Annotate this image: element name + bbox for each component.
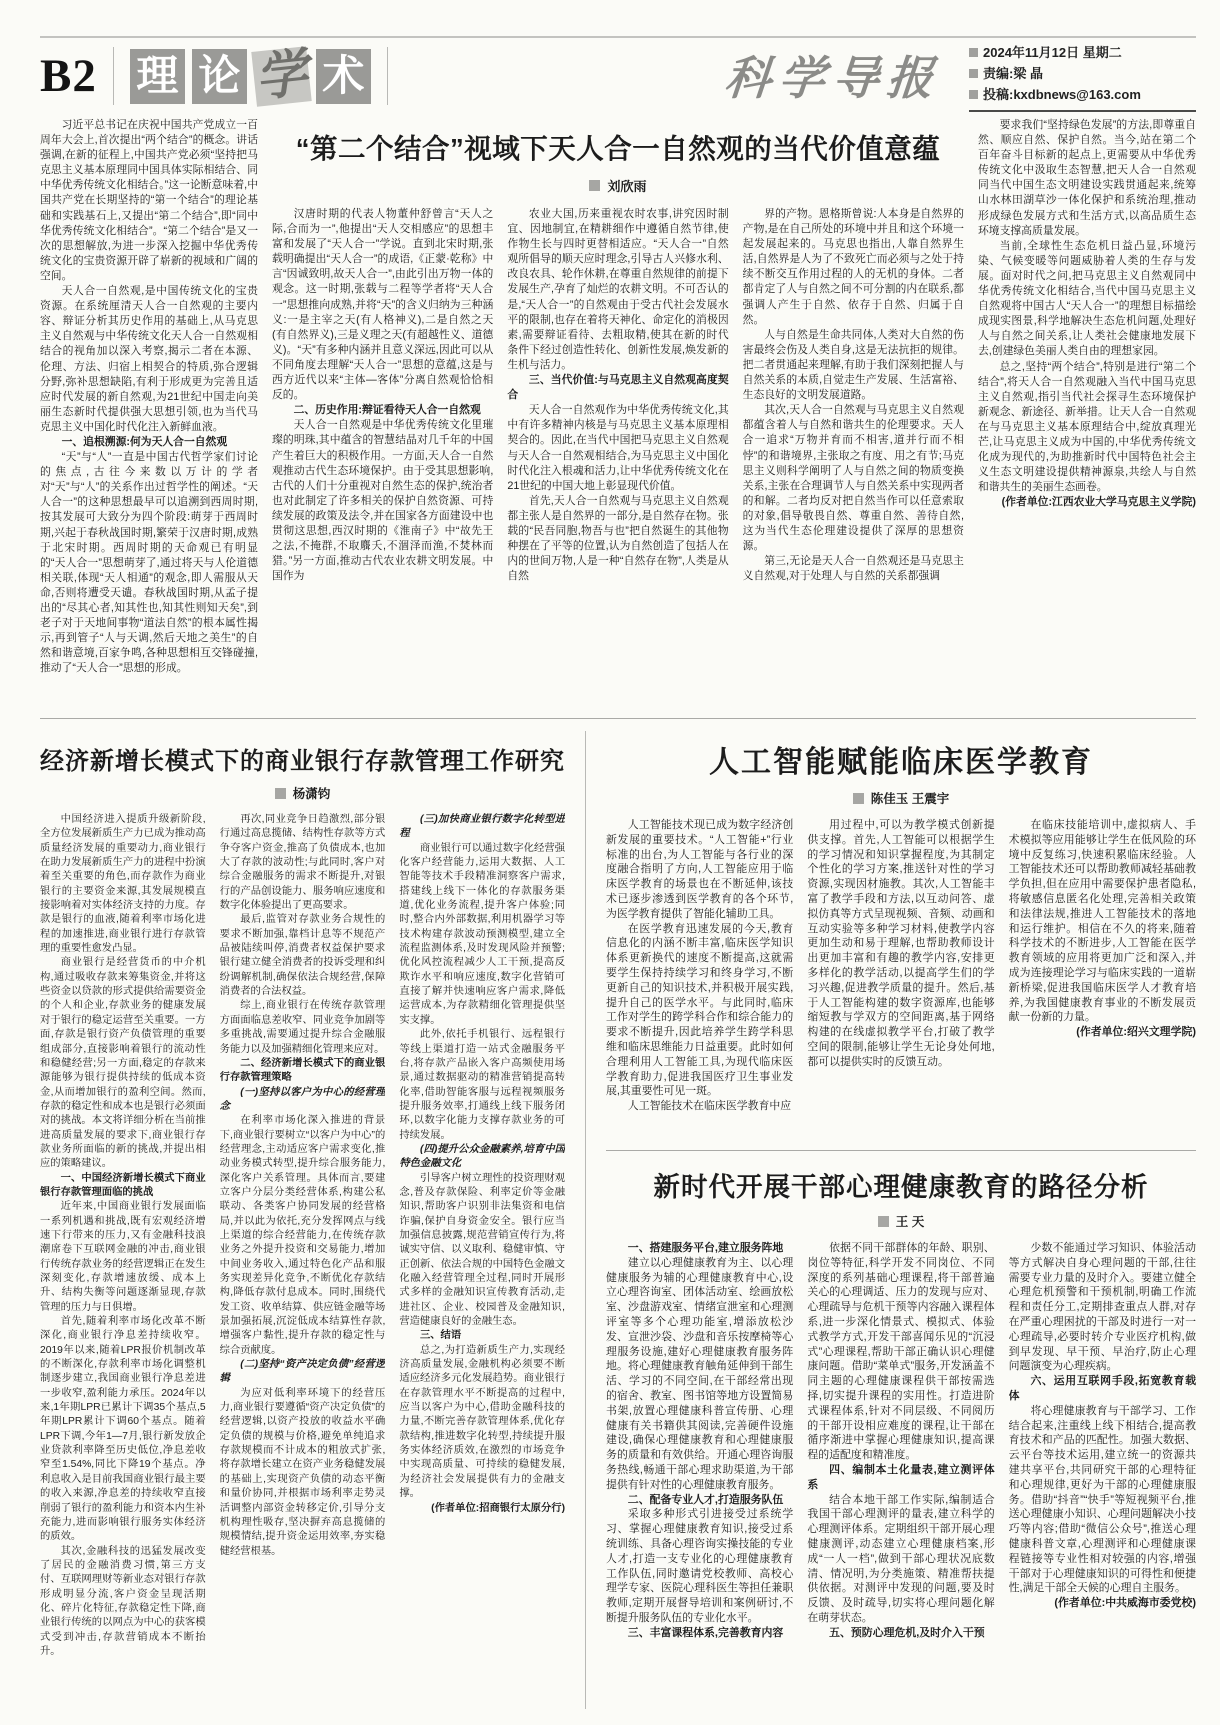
article-paragraph: 天人合一自然观作为中华优秀传统文化,其中有许多精神内核是与马克思主义基本原理相契合的。因此,在当代中国把马克思主义自然观与天人合一自然观相结合,为马克思主义中国化时代化注入根魂和活力,让中华优秀传统文化在21世纪的中国大地上彰显现代价值。 xyxy=(507,404,729,492)
bullet-square-icon xyxy=(969,69,978,78)
ai-article xyxy=(606,737,1196,1140)
article-paragraph: 用过程中,可以为教学模式创新提供支撑。首先,人工智能可以根据学生的学习情况和知识掌握程度,为其制定个性化的学习方案,推送针对性的学习资源,实现因材施教。其次,人工智能丰富了教学手段和方法,以互动问答、虚拟仿真等方式呈现视频、音频、动画和互动实验等多种学习材料,使教学内容更加生动和易于理解,也帮助教师设计出更加丰富和有趣的教学内容,安排更多样化的教学活动,以提高学生们的学习兴趣,促进教学质量的提升。然后,基于人工智能构建的数字资源库,也能够缩短教与学双方的空间距离,基于网络构建的在线虚拟教学平台,打破了教学空间的限制,能够让学生无论身处何地,都可以提供实时的反馈互动。 xyxy=(807,819,995,1068)
article-column xyxy=(606,818,793,1140)
article-paragraph: 其次,金融科技的迅猛发展改变了居民的金融消费习惯,第三方支付、互联网理财等新业态对银行存款形成明显分流,客户资金呈现活期化、碎片化特征,存款稳定性下降,商业银行传统的以网点为中心的获客模式受到冲击,存款营销成本不断抬升。 xyxy=(40,1545,206,1657)
article-paragraph: 界的产物。恩格斯曾说:人本身是自然界的产物,是在自己所处的环境中并且和这个环境一起发展起来的。马克思也指出,人靠自然界生活,自然界是人为了不致死亡而必须与之处于持续不断交互作用过程的人的无机的身体。二者都肯定了人与自然之间不可分割的内在联系,都强调人产生于自然、依存于自然、归属于自然。 xyxy=(742,208,964,326)
article-subhead: 四、编制本土化量表,建立测评体系 xyxy=(807,1463,995,1491)
article-subhead: 二、经济新增长模式下的商业银行存款管理策略 xyxy=(219,1057,386,1084)
article-column xyxy=(40,118,258,700)
publication-editor: 责编:梁 晶 xyxy=(983,66,1043,81)
masthead-divider xyxy=(113,47,114,105)
article-paragraph: 结合本地干部工作实际,编制适合我国干部心理测评的量表,建立科学的心理测评体系。定期组织干部开展心理健康测评,动态建立心理健康档案,形成“一人一档”,做到干部心理状况底数清、情况明,为分类施策、精准帮扶提供依据。对测评中发现的问题,要及时反馈、及时疏导,切实将心理问题化解在萌芽状态。 xyxy=(807,1493,995,1624)
article-column xyxy=(220,813,386,1685)
masthead-left xyxy=(40,44,404,107)
author-affiliation: (作者单位:绍兴文理学院) xyxy=(1076,1026,1196,1039)
article-subhead: 一、搭建服务平台,建立服务阵地 xyxy=(627,1242,784,1254)
article-paragraph: 总之,为打造新质生产力,实现经济高质量发展,金融机构必须要不断适应经济多元化发展趋势。商业银行在存款管理水平不断提高的过程中,应当以客户为中心,借助金融科技的力量,不断完善存款管理体系,优化存款结构,推进数字化转型,持续提升服务实体经济质效,在激烈的市场竞争中实现高质量、可持续的稳健发展,为经济社会发展提供有力的金融支撑。 xyxy=(399,1344,566,1500)
article-paragraph: 首先,天人合一自然观与马克思主义自然观都主张人是自然界的一部分,是自然存在物。张载的“民吾同胞,物吾与也”把自然诞生的其他物种摆在了平等的位置,认为自然创造了包括人在内的世间万物,人是一种“自然存在物”,人类是从自然 xyxy=(507,494,729,583)
article-paragraph: 引导客户树立理性的投资理财观念,普及存款保险、利率定价等金融知识,帮助客户识别非法集资和电信诈骗,保护自身资金安全。银行应当加强信息披露,规范营销宣传行为,将诚实守信、以义取利、稳健审慎、守正创新、依法合规的中国特色金融文化融入经营管理全过程,同时开展形式多样的金融知识宣传教育活动,走进社区、企业、校园普及金融知识,营造健康良好的金融生态。 xyxy=(399,1172,566,1328)
bank-article-byline xyxy=(40,784,565,802)
psychology-article xyxy=(606,1165,1196,1709)
section-char-box: 理 xyxy=(130,49,185,104)
article-paragraph: 近年来,中国商业银行发展面临一系列机遇和挑战,既有宏观经济增速下行带来的压力,又有金融科技浪潮席卷下互联网金融的冲击,商业银行传统存款业务的经营逻辑正在发生深刻变化,存款增速放缓、成本上升、结构失衡等问题逐渐显现,存款管理的压力与日俱增。 xyxy=(40,1201,206,1313)
author-affiliation: (作者单位:中共威海市委党校) xyxy=(1054,1597,1196,1610)
article-paragraph: 为应对低利率环境下的经营压力,商业银行要遵循“资产决定负债”的经营逻辑,以资产投放的收益水平确定负债的规模与价格,避免单纯追求存款规模而不计成本的粗放式扩张,将存款增长建立在资产业务稳健发展的基础上,实现资产负债的动态平衡和量价协同,并根据市场利率走势灵活调整内部资金转移定价,引导分支机构理性吸存,坚决摒弃高息揽储的规模情结,提升资金运用效率,夯实稳健经营根基。 xyxy=(219,1387,386,1557)
article-paragraph: 农业大国,历来重视农时农事,讲究因时制宜、因地制宜,在精耕细作中遵循自然节律,使作物生长与四时更替相适应。“天人合一”自然观所倡导的顺天应时理念,引导古人兴修水利、改良农具、轮作休耕,在尊重自然规律的前提下发展生产,孕育了灿烂的农耕文明。不可否认的是,“天人合一”的自然观由于受古代社会发展水平的限制,也存在着将天神化、命定化的消极因素,需要辩证看待、去粗取精,使其在新的时代条件下经过创造性转化、创新性发展,焕发新的生机与活力。 xyxy=(507,208,729,371)
article-subhead: 二、配备专业人才,打造服务队伍 xyxy=(627,1493,784,1506)
section-char-box: 论 xyxy=(192,49,247,104)
paper-logo: 科学导报 xyxy=(722,53,944,104)
section-char-box: 术 xyxy=(316,49,371,104)
section-char-box-calligraphy: 学 xyxy=(252,44,311,107)
article-paragraph: 采取多种形式引进接受过系统学习、掌握心理健康教育知识,接受过系统训练、具备心理咨询实操技能的专业人才,打造一支专业化的心理健康教育工作队伍,同时邀请党校教师、高校心理学专家、医院心理科医生等担任兼职教师,定期开展督导培训和案例研讨,不断提升服务队伍的专业化水平。 xyxy=(606,1508,794,1624)
article-paragraph: 习近平总书记在庆祝中国共产党成立一百周年大会上,首次提出“两个结合”的概念。讲话强调,在新的征程上,中国共产党必须“坚持把马克思主义基本原理同中国具体实际相结合、同中华优秀传统文化相结合。”这一论断意味着,中国共产党在长期坚持的“第一个结合”的理论基础和实践基石上,又提出“第二个结合”,即“同中华优秀传统文化相结合”。“第二个结合”是又一次的思想解放,为进一步深入挖掘中华优秀传统文化的宝贵资源开辟了崭新的视域和广阔的空间。 xyxy=(40,119,258,282)
author-affiliation: (作者单位:江西农业大学马克思主义学院) xyxy=(1001,496,1196,509)
article-paragraph: 汉唐时期的代表人物董仲舒曾言“天人之际,合而为一”,他提出“天人交相感应”的思想丰富和发展了“天人合一”学说。直到北宋时期,张载明确提出“天人合一”的成语,《正蒙·乾称》中言“因诚致明,故天人合一”,由此引出万物一体的观念。这一时期,张载与二程等学者将“天人合一”思想推向成熟,并将“天”的含义归纳为三种涵义:一是主宰之天(有人格神义),二是自然之天(有自然界义),三是义理之天(有超越性义、道德义)。“天”有多种内涵并且意义深远,因此可以从不同角度去理解“天人合一”思想的意蕴,这是与西方近代以来“主体—客体”分离自然观恰恰相反的。 xyxy=(272,208,494,402)
article-rule xyxy=(606,1150,1196,1151)
article-column xyxy=(807,1241,994,1709)
article-subhead-italic: (一)坚持以客户为中心的经营理念 xyxy=(219,1086,386,1112)
article-subhead: 三、当代价值:与马克思主义自然观高度契合 xyxy=(507,374,729,402)
bullet-square-icon xyxy=(969,90,978,99)
article-paragraph: 总之,坚持“两个结合”,特别是进行“第二个结合”,将天人合一自然观融入当代中国马克思主义自然观,指引当代社会探寻生态环境保护新观念、新途径、新举措。让天人合一自然观在与马克思主义基本原理结合中,绽放真理光芒,让马克思主义成为中国的,中华优秀传统文化成为现代的,为助推新时代中国特色社会主义生态文明建设提供精神源泉,共绘人与自然和谐共生的美丽生态画卷。 xyxy=(978,360,1196,494)
article-column xyxy=(1009,818,1196,1140)
main-article-headline: “第二个结合”视域下天人合一自然观的当代价值意蕴 xyxy=(295,133,941,164)
article-subhead: 二、历史作用:辩证看待天人合一自然观 xyxy=(293,404,481,417)
article-paragraph: 人工智能技术在临床医学教育中应 xyxy=(627,1100,792,1113)
article-paragraph: 将心理健康教育与干部学习、工作结合起来,注重线上线下相结合,提高教育技术和产品的匹配性。加强大数据、云平台等技术运用,建立统一的资源共建共享平台,共同研究干部的心理特征和心理规律,更好为干部的心理健康服务。借助“抖音”“快手”等短视频平台,推送心理健康小知识、心理问题解决小技巧等内容;借助“微信公众号”,推送心理健康科普文章,心理测评和心理健康课程链接等专业性相对较强的内容,增强干部对于心理健康知识的可得性和便捷性,满足干部全天候的心理自主服务。 xyxy=(1008,1404,1196,1595)
main-article-byline xyxy=(272,176,964,195)
bullet-square-icon xyxy=(969,48,978,57)
article-paragraph: 当前,全球性生态危机日益凸显,环境污染、气候变暖等问题威胁着人类的生存与发展。面对时代之问,把马克思主义自然观同中华优秀传统文化相结合,当代中国马克思主义自然观将中国古人“天人合一”的理想目标描绘成现实图景,科学地解决生态危机问题,处理好人与自然之间关系,让人类社会健康地发展下去,创建绿色美丽人类自由的理想家园。 xyxy=(978,239,1196,358)
article-subhead: 六、运用互联网手段,拓宽教育载体 xyxy=(1008,1375,1196,1402)
article-paragraph: 在临床技能培训中,虚拟病人、手术模拟等应用能够让学生在低风险的环境中反复练习,快速积累临床经验。人工智能技术还可以帮助教师减轻基础教学负担,但在应用中需要保护患者隐私,将敏感信息匿名化处理,完善相关政策和法律法规,推进人工智能技术的落地和运行维护。相信在不久的将来,随着科学技术的不断进步,人工智能在医学教育领域的应用将更加广泛和深入,并成为连接理论学习与临床实践的一道崭新桥梁,促进我国临床医学人才教育培养,为我国健康教育事业的不断发展贡献一份新的力量。 xyxy=(1008,819,1196,1024)
article-subhead: 三、结语 xyxy=(419,1330,462,1342)
article-paragraph: 在利率市场化深入推进的背景下,商业银行要树立“以客户为中心”的经营理念,主动适应客户需求变化,推动业务模式转型,提升综合服务能力,深化客户关系管理。具体而言,要建立客户分层分类经营体系,构建公私联动、各类客户协同发展的经营格局,并以此为依托,充分发挥网点与线上渠道的综合经营能力,在传统存款业务之外提升投资和交易能力,增加中间业务收入,通过特色化产品和服务实现差异化竞争,不断优化存款结构,降低存款付息成本。同时,围绕代发工资、收单结算、供应链金融等场景加强拓展,沉淀低成本结算性存款,增强客户黏性,提升存款的稳定性与综合贡献度。 xyxy=(219,1115,386,1356)
page-number: B2 xyxy=(40,50,97,102)
bank-article-headline: 经济新增长模式下的商业银行存款管理工作研究 xyxy=(40,748,565,775)
masthead-divider xyxy=(387,47,388,105)
article-column xyxy=(978,118,1196,700)
article-column xyxy=(399,813,565,1685)
article-column xyxy=(507,207,728,704)
byline-square-icon xyxy=(275,788,286,799)
main-article xyxy=(40,118,1196,704)
article-column xyxy=(807,818,994,1140)
article-paragraph: 商业银行是经营货币的中介机构,通过吸收存款来筹集资金,并将这些资金以贷款的形式提供给需要资金的个人和企业,存款业务的健康发展对于银行的稳定运营至关重要。一方面,存款是银行资产负债管理的重要组成部分,直接影响着银行的流动性和稳健经营;另一方面,稳定的存款来源能够为银行提供持续的低成本资金,从而增加银行的盈利空间。然而,存款的稳定性和成本也是银行必须面对的挑战。本文将详细分析在当前推进高质量发展的要求下,商业银行存款业务所面临的新的挑战,并提出相应的策略建议。 xyxy=(40,957,206,1170)
author-name: 王 天 xyxy=(895,1215,925,1229)
submission-email: 投稿:kxdbnews@163.com xyxy=(983,87,1141,102)
byline-square-icon xyxy=(878,1216,889,1227)
article-paragraph: 第三,无论是天人合一自然观还是马克思主义自然观,对于处理人与自然的关系都强调 xyxy=(742,555,964,583)
section-title xyxy=(130,44,371,107)
vertical-divider xyxy=(585,731,586,1709)
article-paragraph: 再次,同业竞争日趋激烈,部分银行通过高息揽储、结构性存款等方式争夺客户资金,推高了负债成本,也加大了存款的波动性;与此同时,客户对综合金融服务的需求不断提升,对银行的产品创设能力、服务响应速度和数字化体验提出了更高要求。 xyxy=(219,814,386,912)
article-subhead-italic: (三)加快商业银行数字化转型进程 xyxy=(399,814,566,840)
article-subhead: 五、预防心理危机,及时介入干预 xyxy=(829,1626,985,1639)
article-column xyxy=(743,207,964,704)
masthead xyxy=(40,40,1196,112)
article-paragraph: 首先,随着利率市场化改革不断深化,商业银行净息差持续收窄。2019年以来,随着LPR报价机制改革的不断深化,存款利率市场化调整机制逐步建立,我国商业银行净息差进一步收窄,盈利能力承压。2024年以来,1年期LPR已累计下调35个基点,5年期LPR累计下调60个基点。随着LPR下调,今年1—7月,银行新发放企业贷款利率降至历史低位,净息差收窄至1.54%,同比下降19个基点。净利息收入是目前我国商业银行最主要的收入来源,净息差的持续收窄直接削弱了银行的盈利能力和资本内生补充能力,进而影响银行服务实体经济的质效。 xyxy=(40,1316,206,1543)
article-column xyxy=(272,207,493,704)
article-paragraph: 人与自然是生命共同体,人类对大自然的伤害最终会伤及人类自身,这是无法抗拒的规律。把二者贯通起来理解,有助于我们深刻把握人与自然关系的本质,自觉走生产发展、生活富裕、生态良好的文明发展道路。 xyxy=(742,328,964,402)
top-rule xyxy=(40,36,1196,38)
article-paragraph: 天人合一自然观,是中国传统文化的宝贵资源。在系统厘清天人合一自然观的主要内容、辩证分析其历史作用的基础上,从马克思主义自然观与中华传统文化天人合一自然观相结合的视角加以深入考察,揭示二者在本源、伦理、方法、归宿上相契合的特质,弥合逻辑分野,弥补思想缺陷,有利于形成更为完善且适应时代发展的新自然观,为21世纪中国走向美丽生态新时代提供强大思想引领,也为当代马克思主义中国化时代化注入新鲜血液。 xyxy=(40,285,258,433)
publication-date: 2024年11月12日 星期二 xyxy=(983,45,1122,60)
article-paragraph: 依据不同干部群体的年龄、职别、岗位等特征,科学开发不同岗位、不同深度的系列基础心理课程,将干部普遍关心的心理调适、压力的发现与应对、心理疏导与危机干预等内容融入课程体系,进一步深化情景式、模拟式、体验式教学方式,开发干部喜闻乐见的“沉浸式”心理课程,帮助干部正确认识心理健康问题。借助“菜单式”服务,开发涵盖不同主题的心理健康课程供干部按需选择,切实提升课程的实用性。打造进阶式课程体系,针对不同层级、不同阅历的干部开设相应难度的课程,让干部在循序渐进中掌握心理健康知识,提高课程的适配度和精准度。 xyxy=(807,1242,995,1462)
psychology-article-headline: 新时代开展干部心理健康教育的路径分析 xyxy=(653,1172,1149,1202)
article-paragraph: 少数不能通过学习知识、体验活动等方式解决自身心理问题的干部,往往需要专业力量的及时介入。要建立健全心理危机预警和干预机制,明确工作流程和责任分工,定期排查重点人群,对存在严重心理困扰的干部及时进行一对一心理疏导,必要时转介专业医疗机构,做到早发现、早干预、早治疗,防止心理问题演变为心理疾病。 xyxy=(1008,1242,1196,1373)
article-paragraph: “天”与“人”一直是中国古代哲学家们讨论的焦点,古往今来数以万计的学者对“天”与“人”的关系作出过哲学性的阐述。“天人合一”的这种思想最早可以追溯到西周时期,按其发展可大致分为四个阶段:萌芽于西周时期,兴起于春秋战国时期,繁荣于汉唐时期,成熟于北宋时期。西周时期的天命观已有明显的“天人合一”思想萌芽了,通过将天与人伦道德相关联,体现“天人相通”的观念,即人需服从天命,否则将遭受天谴。春秋战国时期,从孟子提出的“尽其心者,知其性也,知其性则知天矣”,到老子对于天地间事物“道法自然”的根本属性揭示,再到管子“人与天调,然后天地之美生”的自然和谐意境,百家争鸣,各种思想相互交锋碰撞,推动了“天人合一”思想的形成。 xyxy=(40,451,258,675)
author-name: 刘欣雨 xyxy=(607,179,647,194)
author-name: 陈佳玉 王震宇 xyxy=(870,792,950,806)
article-paragraph: 商业银行可以通过数字化经营强化客户经营能力,运用大数据、人工智能等技术手段精准洞察客户需求,搭建线上线下一体化的存款服务渠道,优化业务流程,提升客户体验;同时,整合内外部数据,利用机器学习等技术构建存款波动预测模型,建立全流程监测体系,及时发现风险并预警;优化风控流程减少人工干预,提高反欺诈水平和响应速度,数字化营销可直接了解并快速响应客户需求,降低运营成本,为存款精细化管理提供坚实支撑。 xyxy=(399,842,566,1026)
byline-square-icon xyxy=(853,793,864,804)
article-paragraph: 综上,商业银行在传统存款管理方面面临息差收窄、同业竞争加剧等多重挑战,需要通过提升综合金融服务能力以及加强精细化管理来应对。 xyxy=(219,1000,386,1055)
article-column xyxy=(606,1241,793,1709)
ai-article-byline xyxy=(606,789,1196,807)
article-paragraph: 在医学教育迅速发展的今天,教育信息化的内涵不断丰富,临床医学知识体系更新换代的速度不断提高,这就需要学生保持持续学习和终身学习,不断更新自己的知识技术,并积极开展实践,提升自己的医学水平。与此同时,临床工作对学生的跨学科合作和综合能力的要求不断提升,因此培养学生跨学科思维和临床思维能力日益重要。此时如何合理利用人工智能工具,为现代临床医学教育助力,促进我国医疗卫生事业发展,其重要性可见一斑。 xyxy=(606,922,794,1098)
byline-square-icon xyxy=(589,180,600,191)
psychology-article-byline xyxy=(606,1212,1196,1230)
author-affiliation: (作者单位:招商银行太原分行) xyxy=(431,1502,566,1514)
masthead-right xyxy=(722,40,1196,112)
article-subhead-italic: (四)提升公众金融素养,培育中国特色金融文化 xyxy=(399,1143,566,1170)
article-paragraph: 天人合一自然观是中华优秀传统文化里璀璨的明珠,其中蕴含的智慧结晶对几千年的中国产生着巨大的积极作用。一方面,天人合一自然观推动古代生态环境保护。由于受其思想影响,古代的人们十分重视对自然生态的保护,统治者也对此制定了许多相关的保护自然资源、可持续发展的政策及法令,并在国家各方面建设中也贯彻这思想,西汉时期的《淮南子》中“故先王之法,不掩群,不取麛夭,不涸泽而渔,不焚林而猎。”另一方面,推动古代农业农耕文明发展。中国作为 xyxy=(272,419,494,583)
article-paragraph: 其次,天人合一自然观与马克思主义自然观都蕴含着人与自然和谐共生的伦理要求。天人合一追求“万物并育而不相害,道并行而不相悖”的和谐境界,主张取之有度、用之有节;马克思主义则科学阐明了人与自然之间的物质变换关系,主张在合理调节人与自然关系中实现两者的和解。二者均反对把自然当作可以任意索取的对象,倡导敬畏自然、尊重自然、善待自然,这为当代生态伦理建设提供了深厚的思想资源。 xyxy=(742,404,964,553)
article-subhead: 一、中国经济新增长模式下商业银行存款管理面临的挑战 xyxy=(40,1172,206,1198)
article-paragraph: 此外,依托手机银行、远程银行等线上渠道打造一站式金融服务平台,将存款产品嵌入客户高频使用场景,通过数据驱动的精准营销提高转化率,借助智能客服与远程视频服务提升服务效率,打通线上线下服务闭环,以数字化能力支撑存款业务的可持续发展。 xyxy=(399,1029,566,1141)
article-column xyxy=(1009,1241,1196,1709)
bank-article xyxy=(40,719,565,1709)
article-paragraph: 中国经济进入提质升级新阶段,全方位发展新质生产力已成为推动高质量经济发展的重要动力,商业银行在助力发展新质生产力的进程中扮演着至关重要的角色,而存款作为商业银行的主要资金来源,其发展规模直接影响着对实体经济支持的力度。存款是银行的血液,随着利率市场化进程的加速推进,商业银行进行存款管理的重要性愈发凸显。 xyxy=(40,814,206,955)
article-subhead: 一、追根溯源:何为天人合一自然观 xyxy=(61,435,228,448)
article-column xyxy=(40,813,206,1685)
article-paragraph: 建立以心理健康教育为主、以心理健康服务为辅的心理健康教育中心,设立心理咨询室、团体活动室、绘画放松室、沙盘游戏室、情绪宣泄室和心理测评室等多个心理功能室,增添放松沙发、宣泄沙袋、沙盘和音乐按摩椅等心理服务设施,建好心理健康教育服务阵地。将心理健康教育触角延伸到干部生活、学习的不同空间,在干部经常出现的宿舍、教室、图书馆等地方设置简易书架,放置心理健康科普宣传册、心理健康有关书籍供其阅读,完善硬件设施建设,确保心理健康教育和心理健康服务的质量和有效供给。开通心理咨询服务热线,畅通干部心理求助渠道,为干部提供有针对性的心理健康教育服务。 xyxy=(606,1256,794,1491)
article-paragraph: 要求我们“坚持绿色发展”的方法,即尊重自然、顺应自然、保护自然。当今,站在第二个百年奋斗目标新的起点上,更需要从中华优秀传统文化中汲取生态智慧,把天人合一自然观同当代中国生态文明建设实践贯通起来,统筹山水林田湖草沙一体化保护和系统治理,推动形成绿色发展方式和生活方式,以高品质生态环境支撑高质量发展。 xyxy=(978,119,1196,237)
article-subhead-italic: (二)坚持“资产决定负债”经营逻辑 xyxy=(219,1359,386,1385)
author-name: 杨潇钧 xyxy=(292,787,331,801)
article-paragraph: 最后,监管对存款业务合规性的要求不断加强,靠档计息等不规范产品被陆续叫停,消费者权益保护要求银行建立健全消费者的投诉受理和纠纷调解机制,确保依法合规经营,保障消费者的合法权益。 xyxy=(219,914,386,998)
ai-article-headline: 人工智能赋能临床医学教育 xyxy=(709,746,1093,779)
publication-info xyxy=(969,40,1196,112)
article-paragraph: 人工智能技术现已成为数字经济创新发展的重要技术。“人工智能+”行业标准的出台,为人工智能与各行业的深度融合指明了方向,人工智能应用于临床医学教育的场景也在不断延伸,该技术已逐步渗透到医学教育的各个环节,为医学教育提供了智能化辅助工具。 xyxy=(606,819,794,920)
article-subhead: 三、丰富课程体系,完善教育内容 xyxy=(627,1626,784,1639)
